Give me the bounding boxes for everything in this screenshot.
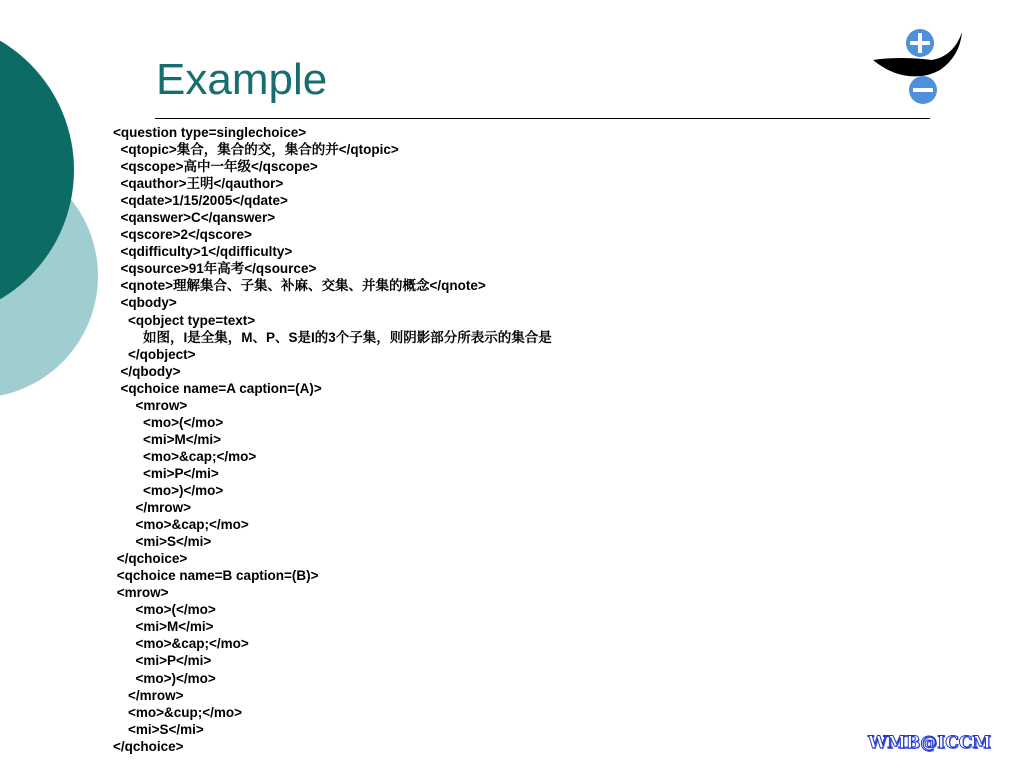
code-line: <qchoice name=A caption=(A)>	[113, 380, 322, 396]
code-line: <qanswer>C</qanswer>	[113, 210, 276, 226]
code-line: <mo>&cap;</mo>	[113, 448, 257, 464]
title-divider	[155, 118, 930, 119]
code-line: <qdifficulty>1</qdifficulty>	[113, 244, 293, 260]
code-line: <qscore>2</qscore>	[113, 227, 252, 243]
code-line: 如图，I是全集，M、P、S是I的3个子集，则阴影部分所表示的集合是	[113, 329, 552, 345]
code-line: </mrow>	[113, 500, 192, 516]
code-line: <mrow>	[113, 585, 169, 601]
code-line: </qchoice>	[113, 551, 188, 567]
code-line: <qdate>1/15/2005</qdate>	[113, 193, 288, 209]
code-line: <qauthor>王明</qauthor>	[113, 176, 284, 192]
code-line: </qchoice>	[113, 738, 184, 754]
code-line: <mo>&cap;</mo>	[113, 636, 249, 652]
brand-watermark: WMB@ICCM	[868, 733, 992, 753]
code-line: <mi>P</mi>	[113, 465, 219, 481]
code-line: <qsource>91年高考</qsource>	[113, 261, 317, 277]
code-line: </qobject>	[113, 346, 196, 362]
code-line: <mi>S</mi>	[113, 721, 204, 737]
code-line: <mrow>	[113, 397, 188, 413]
code-line: <mi>P</mi>	[113, 653, 212, 669]
code-line: <mo>&cup;</mo>	[113, 704, 243, 720]
code-line: <mi>S</mi>	[113, 534, 212, 550]
code-line: <qobject type=text>	[113, 312, 256, 328]
code-line: <mi>M</mi>	[113, 619, 214, 635]
code-line: <qchoice name=B caption=(B)>	[113, 568, 319, 584]
code-line: <qtopic>集合，集合的交，集合的并</qtopic>	[113, 142, 399, 158]
slide-title: Example	[156, 55, 328, 104]
code-line: <qnote>理解集合、子集、补麻、交集、并集的概念</qnote>	[113, 278, 486, 294]
code-line: </qbody>	[113, 363, 181, 379]
code-line: <mo>(</mo>	[113, 602, 216, 618]
code-line: <mo>)</mo>	[113, 670, 216, 686]
code-line: <mo>(</mo>	[113, 414, 224, 430]
code-line: <qbody>	[113, 295, 177, 311]
logo-icon	[870, 26, 964, 108]
code-line: <mo>)</mo>	[113, 482, 224, 498]
xml-code-block	[113, 124, 973, 755]
code-line: <question type=singlechoice>	[113, 125, 307, 140]
code-line: <mo>&cap;</mo>	[113, 517, 249, 533]
code-line: </mrow>	[113, 687, 184, 703]
code-line: <qscope>高中一年级</qscope>	[113, 159, 318, 175]
code-line: <mi>M</mi>	[113, 431, 222, 447]
